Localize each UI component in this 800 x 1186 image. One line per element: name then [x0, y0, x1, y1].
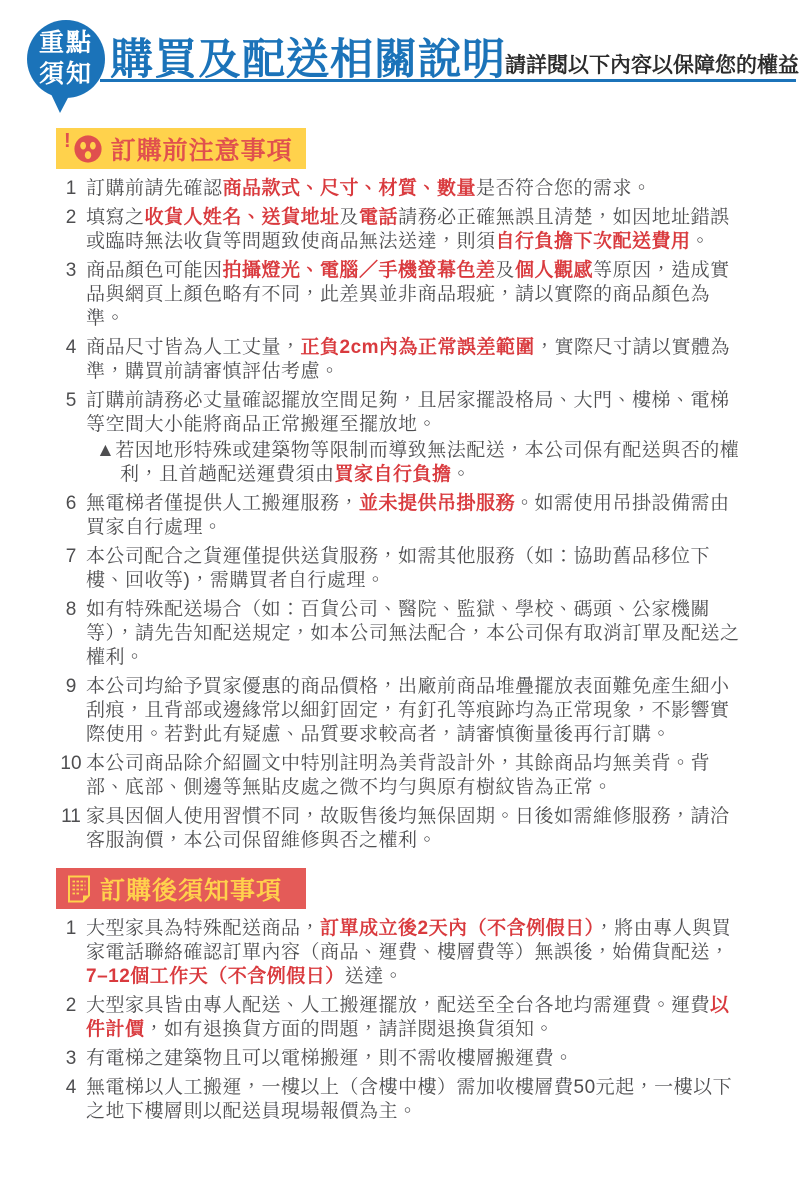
item-number: 4	[65, 337, 77, 358]
text-segment-red: 電話	[359, 207, 399, 228]
notice-item	[56, 752, 746, 800]
item-text	[86, 206, 746, 254]
notice-item	[56, 492, 746, 540]
item-number: 3	[65, 1048, 77, 1069]
document-icon	[66, 875, 92, 903]
notice-item	[56, 259, 746, 331]
text-segment-normal: 。	[690, 231, 711, 252]
text-segment-red: 並未提供吊掛服務	[359, 493, 516, 514]
text-segment-red: 7–12個工作天（不含例假日）	[86, 966, 345, 987]
text-segment-normal: 是否符合您的需求。	[476, 178, 652, 199]
notice-item	[56, 545, 746, 593]
section-after-title: 訂購後須知事項	[100, 876, 283, 905]
section-after-purchase	[0, 868, 800, 1124]
text-segment-normal: ▲若因地形特殊或建築物等限制而導致無法配送，本公司保有配送與否的權利，且首趟配送運費須由	[96, 440, 740, 485]
text-segment-normal: 家具因個人使用習慣不同，故販售後均無保固期。日後如需維修服務，請洽客服詢價，本公司保留維修與否之權利。	[86, 806, 730, 851]
item-text	[86, 917, 746, 989]
text-segment-red: 買家自行負擔	[334, 464, 452, 485]
before-purchase-list	[56, 177, 746, 853]
text-segment-normal: 本公司商品除介紹圖文中特別註明為美背設計外，其餘商品均無美背。背部、底部、側邊等無貼皮處之微不均勻與原有樹紋皆為正常。	[86, 753, 711, 798]
text-segment-red: 個人觀感	[515, 260, 594, 281]
text-segment-normal: 。如需使用吊掛設備需由買家自行處理。	[86, 493, 730, 538]
text-segment-normal: 有電梯之建築物且可以電梯搬運，則不需收樓層搬運費。	[86, 1048, 574, 1069]
item-number: 9	[65, 676, 77, 697]
text-segment-red: 商品款式、尺寸、材質、數量	[222, 178, 477, 199]
speech-bubble-tail	[51, 94, 70, 113]
section-before-title: 訂購前注意事項	[110, 136, 293, 165]
item-text	[86, 259, 746, 331]
item-text	[86, 336, 746, 384]
item-text	[86, 805, 746, 853]
text-segment-normal: 。	[451, 464, 472, 485]
text-segment-red: 正負2cm內為正常誤差範圍	[300, 337, 536, 358]
notice-item	[56, 1076, 746, 1124]
text-segment-normal: 等原因，造成實品與網頁上顏色略有不同，此差異並非商品瑕疵，請以實際的商品顏色為準。	[86, 260, 730, 329]
page-title: 購買及配送相關說明	[110, 36, 506, 84]
text-segment-red: 自行負擔下次配送費用	[495, 231, 691, 252]
section-before-purchase	[0, 128, 800, 853]
item-text	[86, 389, 746, 487]
item-number: 8	[65, 599, 77, 620]
item-text	[86, 598, 746, 670]
surprised-face-icon	[73, 134, 103, 164]
notice-item	[56, 177, 746, 201]
item-number: 10	[60, 753, 82, 774]
item-number: 5	[65, 390, 77, 411]
text-segment-normal: ，將由專人與買家電話聯絡確認訂單內容（商品、運費、樓層費等）無誤後，始備貨配送，	[86, 918, 732, 963]
item-number: 2	[65, 207, 77, 228]
text-segment-red: 訂單成立後2天內（不含例假日）	[320, 918, 595, 939]
item-text	[86, 545, 746, 593]
notice-item	[56, 598, 746, 670]
page-subtitle: 請詳閱以下內容以保障您的權益	[505, 54, 799, 77]
text-segment-red: 拍攝燈光、電腦／手機螢幕色差	[222, 260, 496, 281]
text-segment-normal: 大型家具為特殊配送商品，	[86, 918, 321, 939]
section-after-banner	[56, 868, 306, 909]
item-number: 4	[65, 1077, 77, 1098]
item-number: 11	[61, 806, 81, 827]
badge-line-1: 重點	[38, 28, 93, 57]
text-segment-normal: 填寫之	[86, 207, 145, 228]
text-segment-normal: 訂購前請先確認	[86, 178, 223, 199]
item-number: 2	[65, 995, 77, 1016]
text-segment-normal: 本公司均給予買家優惠的商品價格，出廠前商品堆疊擺放表面難免產生細小刮痕，且背部或邊緣常以細釘固定，有釘孔等痕跡均為正常現象，不影響實際使用。若對此有疑慮、品質要求較高者，請審慎衡量後再行訂購。	[86, 676, 730, 745]
notice-item	[56, 805, 746, 853]
notice-item	[56, 336, 746, 384]
text-segment-normal: ，實際尺寸請以實體為準，購買前請審慎評估考慮。	[86, 337, 731, 382]
text-segment-normal: 如有特殊配送場合（如：百貨公司、醫院、監獄、學校、碼頭、公家機關等），請先告知配送規定，如本公司無法配合，本公司保有取消訂單及配送之權利。	[86, 599, 740, 668]
item-text	[86, 675, 746, 747]
notice-item	[56, 675, 746, 747]
item-number: 7	[65, 546, 77, 567]
item-number: 3	[65, 260, 77, 281]
notice-item	[56, 206, 746, 254]
section-before-banner	[56, 128, 306, 169]
item-number: 1	[65, 918, 77, 939]
important-notice-badge	[27, 20, 105, 98]
notice-item	[56, 389, 746, 487]
text-segment-red: 收貨人姓名、送貨地址	[144, 207, 340, 228]
text-segment-normal: 送達。	[344, 966, 404, 987]
text-segment-normal: 訂購前請務必丈量確認擺放空間足夠，且居家擺設格局、大門、樓梯、電梯等空間大小能將商品正常搬運至擺放地。	[86, 390, 730, 435]
text-segment-normal: 無電梯以人工搬運，一樓以上（含樓中樓）需加收樓層費50元起，一樓以下之地下樓層則以配送員現場報價為主。	[86, 1077, 733, 1122]
notice-item	[56, 994, 746, 1042]
text-segment-normal: 大型家具皆由專人配送、人工搬運擺放，配送至全台各地均需運費。運費	[86, 995, 711, 1016]
item-text	[86, 1076, 746, 1124]
item-text	[86, 994, 746, 1042]
text-segment-normal: 及	[339, 207, 360, 228]
text-segment-normal: 無電梯者僅提供人工搬運服務，	[86, 493, 360, 514]
item-text	[86, 1047, 746, 1071]
notice-item	[56, 917, 746, 989]
text-segment-normal: 及	[495, 260, 516, 281]
text-segment-normal: 本公司配合之貨運僅提供送貨服務，如需其他服務（如：協助舊品移位下樓、回收等)，需購買者自行處理。	[86, 546, 711, 591]
text-segment-normal: 請務必正確無誤且清楚，如因地址錯誤或臨時無法收貨等問題致使商品無法送達，則須	[86, 207, 730, 252]
badge-line-2: 須知	[38, 60, 93, 88]
item-number: 6	[65, 493, 77, 514]
item-text	[86, 752, 746, 800]
item-text	[86, 177, 746, 201]
item-note	[86, 439, 746, 487]
exclamation-mark: !	[64, 130, 72, 152]
text-segment-normal: 商品尺寸皆為人工丈量，	[86, 337, 301, 358]
text-segment-red: 以件計價	[86, 995, 730, 1040]
after-purchase-list	[56, 917, 746, 1124]
notice-item	[56, 1047, 746, 1071]
item-number: 1	[65, 178, 77, 199]
item-text	[86, 492, 746, 540]
page-header	[0, 0, 800, 128]
text-segment-normal: ，如有退換貨方面的問題，請詳閱退換貨須知。	[144, 1019, 555, 1040]
text-segment-normal: 商品顏色可能因	[86, 260, 223, 281]
